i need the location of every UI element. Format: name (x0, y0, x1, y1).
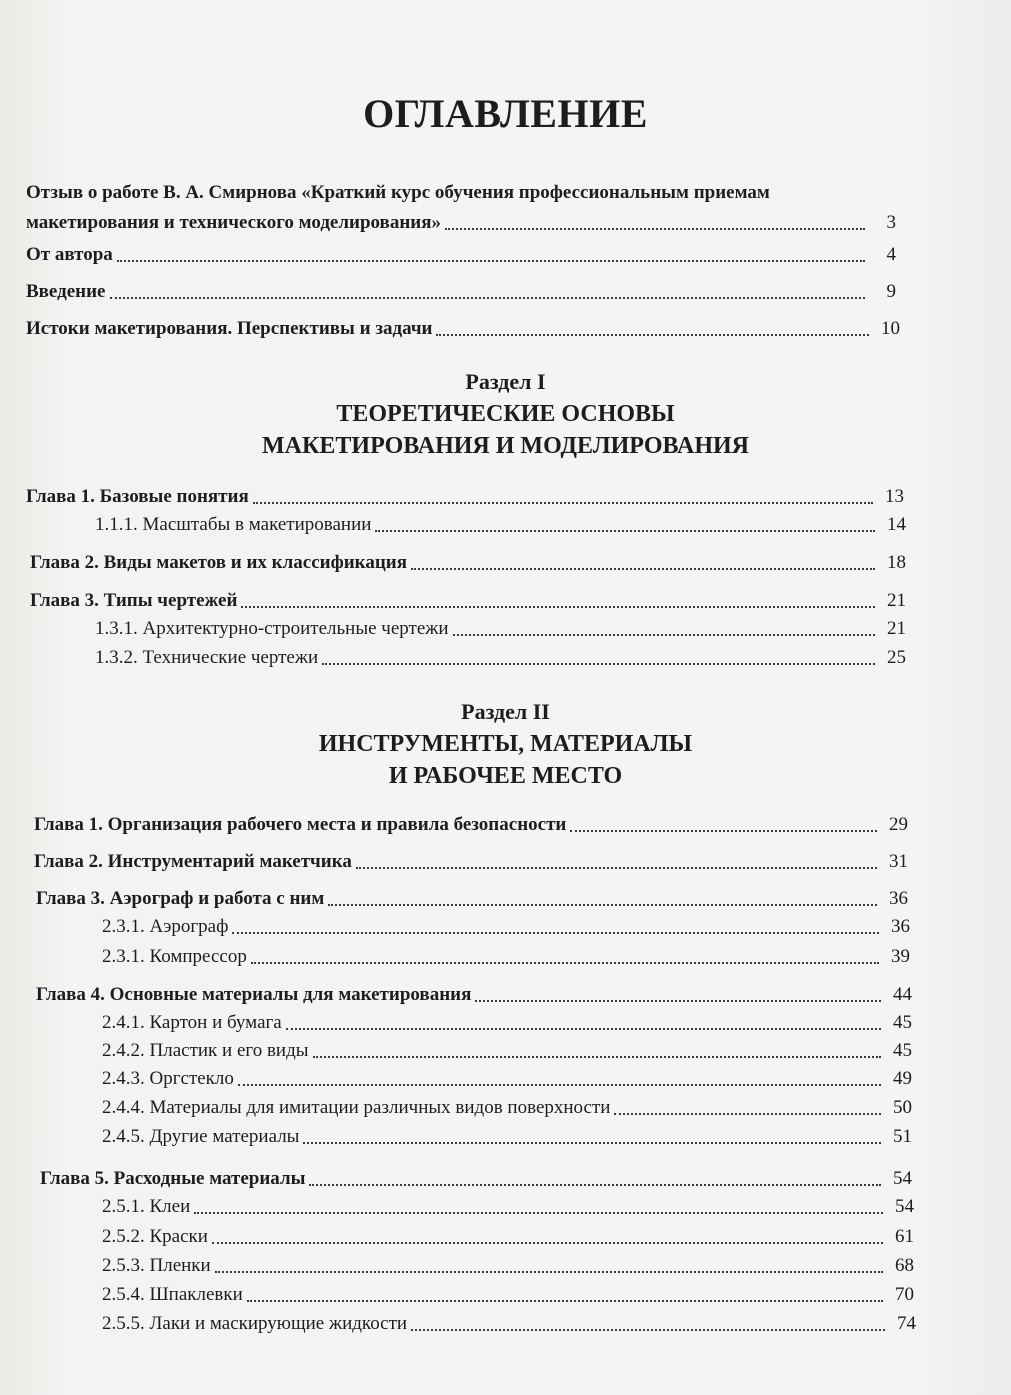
dot-leader (475, 1000, 881, 1002)
dot-leader (309, 1184, 881, 1186)
dot-leader (238, 1084, 881, 1086)
dot-leader (614, 1113, 881, 1115)
toc-entry-label: 2.3.1. Компрессор (102, 946, 247, 967)
toc-page-number: 3 (886, 212, 896, 233)
section-part-label: Раздел I (465, 369, 546, 394)
toc-entry-subsection[interactable] (102, 1008, 912, 1034)
toc-page-number: 36 (889, 888, 908, 909)
dot-leader (328, 904, 877, 906)
toc-page-number: 49 (893, 1068, 912, 1089)
toc-entry-subsection[interactable] (102, 912, 910, 938)
dot-leader (453, 634, 875, 636)
toc-entry-label: Введение (26, 281, 106, 302)
toc-entry-subsection[interactable] (95, 510, 906, 536)
toc-entry-label: 2.5.1. Клеи (102, 1196, 191, 1217)
toc-entry-chapter[interactable] (34, 847, 908, 873)
dot-leader (356, 867, 877, 869)
dot-leader (286, 1028, 881, 1030)
toc-entry-subsection[interactable] (102, 1251, 914, 1277)
toc-page-number: 54 (895, 1196, 914, 1217)
toc-entry-label: макетирования и технического моделирования» (26, 212, 441, 233)
toc-page-number: 39 (891, 946, 910, 967)
section-title-line2: И РАБОЧЕЕ МЕСТО (388, 763, 623, 789)
toc-entry-label: Глава 5. Расходные материалы (40, 1168, 306, 1189)
dot-leader (445, 228, 865, 230)
toc-entry-subsection[interactable] (102, 1309, 916, 1335)
toc-entry-subsection[interactable] (102, 1036, 912, 1062)
toc-page-number: 36 (891, 916, 910, 937)
toc-entry-subsection[interactable] (102, 1064, 912, 1090)
toc-entry-label: Истоки макетирования. Перспективы и задачи (26, 318, 433, 339)
dot-leader (215, 1271, 883, 1273)
toc-page-number: 10 (881, 318, 900, 339)
section-title-line1: ТЕОРЕТИЧЕСКИЕ ОСНОВЫ (336, 401, 675, 427)
toc-entry-label: Глава 3. Аэрограф и работа с ним (36, 888, 325, 909)
toc-entry-author[interactable] (26, 240, 896, 266)
toc-page-number: 13 (885, 486, 904, 507)
dot-leader (212, 1242, 883, 1244)
dot-leader (253, 502, 873, 504)
toc-entry-label: Глава 1. Организация рабочего места и правила безопасности (34, 814, 567, 835)
toc-entry-chapter[interactable] (30, 548, 906, 574)
section-heading-1 (0, 366, 1011, 462)
toc-page-number: 25 (887, 647, 906, 668)
toc-entry-subsection[interactable] (102, 1122, 912, 1148)
toc-page-number: 29 (889, 814, 908, 835)
dot-leader (313, 1056, 881, 1058)
dot-leader (411, 1329, 885, 1331)
toc-entry-origins[interactable] (26, 314, 900, 340)
dot-leader (570, 830, 877, 832)
toc-entry-label: 2.3.1. Аэрограф (102, 916, 229, 937)
section-part-label: Раздел II (461, 699, 550, 724)
toc-entry-label: 1.3.2. Технические чертежи (95, 647, 319, 668)
toc-entry-chapter[interactable] (30, 586, 906, 612)
toc-page-number: 31 (889, 851, 908, 872)
dot-leader (241, 606, 875, 608)
toc-entry-label: 2.4.1. Картон и бумага (102, 1012, 282, 1033)
toc-entry-label: Глава 4. Основные материалы для макетирования (36, 984, 472, 1005)
toc-entry-label: Глава 1. Базовые понятия (26, 486, 249, 507)
dot-leader (247, 1300, 883, 1302)
toc-entry-label: 2.4.4. Материалы для имитации различных видов поверхности (102, 1097, 611, 1118)
dot-leader (322, 663, 875, 665)
toc-page-number: 74 (897, 1313, 916, 1334)
toc-entry-label: Глава 2. Инструментарий макетчика (34, 851, 352, 872)
page-title: ОГЛАВЛЕНИЕ (363, 91, 648, 136)
section-title-line1: ИНСТРУМЕНТЫ, МАТЕРИАЛЫ (318, 731, 693, 757)
dot-leader (303, 1142, 881, 1144)
dot-leader (117, 260, 865, 262)
toc-entry-label: Глава 3. Типы чертежей (30, 590, 238, 611)
toc-entry-review-line1: Отзыв о работе В. А. Смирнова «Краткий курс обучения профессиональным приемам (26, 182, 770, 203)
toc-page-number: 61 (895, 1226, 914, 1247)
toc-entry-label: 2.4.3. Оргстекло (102, 1068, 234, 1089)
toc-entry-subsection[interactable] (95, 614, 906, 640)
toc-page-number: 51 (893, 1126, 912, 1147)
toc-entry-label: 1.3.1. Архитектурно-строительные чертежи (95, 618, 449, 639)
toc-entry-subsection[interactable] (102, 1192, 914, 1218)
toc-page-number: 14 (887, 514, 906, 535)
toc-page-number: 9 (886, 281, 896, 302)
toc-page-number: 18 (887, 552, 906, 573)
toc-page-number: 45 (893, 1040, 912, 1061)
toc-page-number: 50 (893, 1097, 912, 1118)
toc-entry-review[interactable] (26, 208, 896, 234)
toc-entry-subsection[interactable] (102, 942, 910, 968)
toc-entry-label: 1.1.1. Масштабы в макетировании (95, 514, 372, 535)
dot-leader (251, 962, 879, 964)
dot-leader (194, 1212, 883, 1214)
toc-entry-label: 2.5.2. Краски (102, 1226, 208, 1247)
dot-leader (436, 334, 869, 336)
toc-page-number: 21 (887, 618, 906, 639)
toc-page-number: 4 (886, 244, 896, 265)
dot-leader (375, 530, 875, 532)
toc-page-number: 68 (895, 1255, 914, 1276)
toc-entry-chapter[interactable] (34, 810, 908, 836)
toc-page-number: 21 (887, 590, 906, 611)
section-title-line2: МАКЕТИРОВАНИЯ И МОДЕЛИРОВАНИЯ (262, 433, 749, 459)
toc-entry-label: 2.5.3. Пленки (102, 1255, 211, 1276)
toc-page-number: 44 (893, 984, 912, 1005)
toc-entry-label: 2.4.2. Пластик и его виды (102, 1040, 309, 1061)
toc-page-number: 45 (893, 1012, 912, 1033)
toc-page-number: 54 (893, 1168, 912, 1189)
dot-leader (110, 297, 866, 299)
toc-entry-chapter[interactable] (40, 1164, 912, 1190)
toc-entry-introduction[interactable] (26, 277, 896, 303)
toc-entry-subsection[interactable] (102, 1222, 914, 1248)
toc-entry-subsection[interactable] (95, 643, 906, 669)
toc-entry-label: 2.4.5. Другие материалы (102, 1126, 300, 1147)
toc-entry-label: От автора (26, 244, 113, 265)
toc-entry-subsection[interactable] (102, 1093, 912, 1119)
toc-entry-chapter[interactable] (36, 884, 908, 910)
toc-entry-label: 2.5.5. Лаки и маскирующие жидкости (102, 1313, 408, 1334)
toc-entry-chapter[interactable] (36, 980, 912, 1006)
toc-entry-label: Глава 2. Виды макетов и их классификация (30, 552, 408, 573)
section-heading-2 (0, 696, 1011, 792)
toc-entry-chapter[interactable] (26, 482, 904, 508)
dot-leader (232, 932, 879, 934)
dot-leader (411, 568, 875, 570)
toc-entry-subsection[interactable] (102, 1280, 914, 1306)
toc-entry-label: 2.5.4. Шпаклевки (102, 1284, 243, 1305)
toc-page-number: 70 (895, 1284, 914, 1305)
